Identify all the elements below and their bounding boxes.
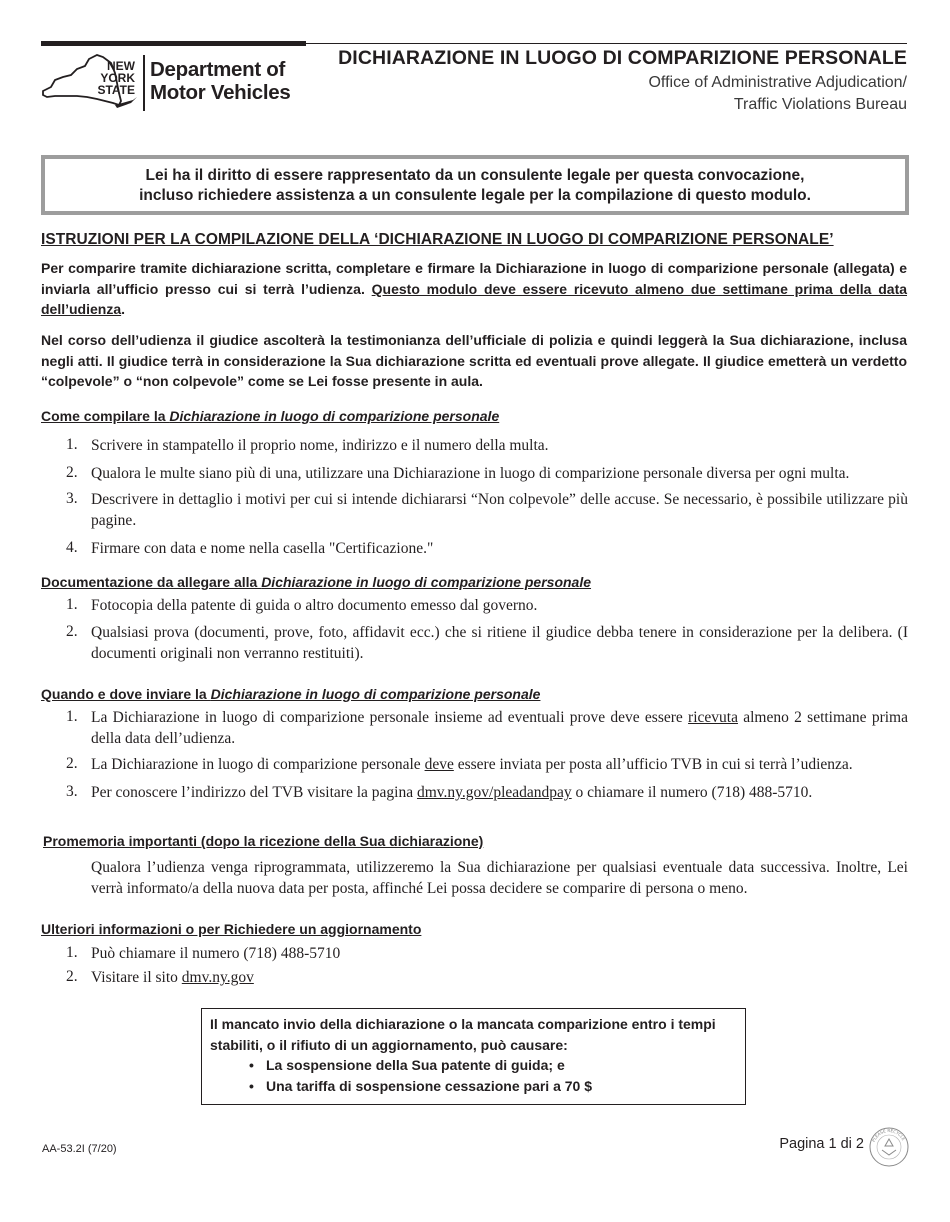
how-to-heading-prefix: Come compilare la: [41, 408, 170, 424]
warning-bullet-2: [249, 1076, 737, 1097]
plead-and-pay-link[interactable]: dmv.ny.gov/pleadandpay: [416, 784, 572, 801]
how-to-item-3: Descrivere in dettaglio i motivi per cui si intende dichiararsi “Non colpevole” delle accuse. Se necessario, è possibile utilizzare più pagine.: [91, 491, 908, 529]
how-to-item-2: Qualora le multe siano più di una, utilizzare una Dichiarazione in luogo di comparizione personale diversa per ogni multa.: [91, 465, 850, 482]
when-where-num-3: 3.: [66, 783, 78, 800]
when-where-heading-prefix: Quando e dove inviare la: [41, 686, 211, 702]
dept-line-1: Department of: [150, 58, 286, 81]
must-emphasis: deve: [424, 756, 454, 773]
documents-num-2: 2.: [66, 623, 78, 640]
more-info-num-2: 2.: [66, 968, 78, 985]
when-where-heading-italic: Dichiarazione in luogo di comparizione personale: [210, 686, 541, 702]
when-where-item-2: [91, 755, 908, 776]
consequences-warning-box: [201, 1008, 746, 1105]
intro-text: Per comparire tramite dichiarazione scritta, completare e firmare la Dichiarazione in luogo di comparizione personale (allegata) e inviarla all’ufficio presso cui si terrà l’udienza.: [41, 260, 907, 297]
state-line-york: YORK: [100, 71, 135, 85]
documents-heading-prefix: Documentazione da allegare alla: [41, 574, 262, 590]
intro-paragraph-1: [41, 258, 907, 320]
when-where-item-1-b: almeno 2 settimane prima della data dell’udienza.: [91, 709, 908, 747]
deadline-note: Questo modulo deve essere ricevuto almeno due settimane prima della data dell’udienza: [41, 280, 908, 317]
document-title: DICHIARAZIONE IN LUOGO DI COMPARIZIONE PERSONALE: [338, 47, 907, 69]
header-rule-thick: [41, 41, 306, 46]
bullet-icon: •: [249, 1077, 254, 1094]
how-to-num-2: 2.: [66, 464, 78, 481]
when-where-item-2-b: essere inviata per posta all’ufficio TVB in cui si terrà l’udienza.: [453, 756, 853, 773]
dept-line-2: Motor Vehicles: [150, 81, 291, 104]
recycle-text: PLEASE RECYCLE: [870, 1127, 907, 1143]
more-info-num-1: 1.: [66, 944, 78, 961]
dmv-logo: [41, 53, 301, 115]
state-line-state: STATE: [97, 83, 135, 97]
office-name: [300, 72, 907, 116]
documents-item-2: Qualsiasi prova (documenti, prove, foto, affidavit ecc.) che si ritiene il giudice debba tenere in considerazione per la delibera. (I documenti originali non verranno restituiti).: [91, 624, 908, 662]
state-wordmark: [93, 60, 135, 96]
legal-counsel-notice: [41, 155, 909, 215]
when-where-num-2: 2.: [66, 755, 78, 772]
how-to-heading-italic: Dichiarazione in luogo di comparizione personale: [169, 408, 500, 424]
documents-num-1: 1.: [66, 596, 78, 613]
office-line-1: Office of Administrative Adjudication/: [648, 74, 907, 91]
when-where-item-3: [91, 783, 908, 804]
recycle-seal: [868, 1126, 910, 1168]
when-where-heading: [41, 686, 540, 702]
when-where-item-3-a: Per conoscere l’indirizzo del TVB visitare la pagina: [91, 784, 417, 801]
intro-period: .: [121, 301, 126, 317]
recycle-icon: [868, 1126, 910, 1168]
how-to-num-3: 3.: [66, 490, 78, 507]
form-code: AA-53.2I (7/20): [42, 1143, 117, 1155]
when-where-item-3-b: o chiamare il numero (718) 488-5710.: [571, 784, 813, 801]
dept-wordmark: [150, 58, 290, 104]
intro-paragraph-2: Nel corso dell’udienza il giudice ascolterà la testimonianza dell’ufficiale di polizia e quindi leggerà la Sua dichiarazione, inclusa negli atti. Il giudice terrà in considerazione la Sua dichiarazione scritta ed eventuali prove allegate. Il giudice emetterà un verdetto “colpevole” o “non colpevole” come se Lei fosse presente in aula.: [41, 332, 907, 389]
more-info-heading: Ulteriori informazioni o per Richiedere un aggiornamento: [41, 921, 422, 937]
documents-item-1: Fotocopia della patente di guida o altro documento emesso dal governo.: [91, 597, 538, 614]
how-to-num-1: 1.: [66, 436, 78, 453]
more-info-item-2: [91, 968, 908, 989]
instructions-title: ISTRUZIONI PER LA COMPILAZIONE DELLA ‘DICHIARAZIONE IN LUOGO DI COMPARIZIONE PERSONALE’: [41, 231, 834, 248]
warning-bullet-1-text: La sospensione della Sua patente di guida; e: [266, 1057, 565, 1073]
dmv-website-link[interactable]: dmv.ny.gov: [181, 969, 254, 986]
header-rule-thin: [306, 43, 907, 44]
warning-bullet-1: [249, 1055, 737, 1076]
how-to-item-4: Firmare con data e nome nella casella "Certificazione.": [91, 540, 434, 557]
office-line-2: Traffic Violations Bureau: [733, 96, 907, 113]
bullet-icon: •: [249, 1057, 254, 1073]
more-info-item-2-prefix: Visitare il sito: [91, 969, 182, 986]
how-to-item-1: Scrivere in stampatello il proprio nome, indirizzo e il numero della multa.: [91, 437, 549, 454]
received-emphasis: ricevuta: [688, 709, 738, 726]
when-where-item-1-a: La Dichiarazione in luogo di comparizione personale insieme ad eventuali prove deve essere: [91, 709, 689, 726]
warning-list: [210, 1055, 737, 1096]
warning-intro: Il mancato invio della dichiarazione o la mancata comparizione entro i tempi stabiliti, o il rifiuto di un aggiornamento, può causare:: [210, 1016, 716, 1053]
how-to-num-4: 4.: [66, 539, 78, 556]
notice-line-2: incluso richiedere assistenza a un consulente legale per la compilazione di questo modulo.: [139, 187, 811, 204]
when-where-item-2-a: La Dichiarazione in luogo di comparizione personale: [91, 756, 425, 773]
state-line-new: NEW: [107, 59, 135, 73]
warning-bullet-2-text: Una tariffa di sospensione cessazione pari a 70 $: [266, 1077, 593, 1094]
page-number: Pagina 1 di 2: [779, 1136, 864, 1152]
documents-heading: [41, 574, 591, 590]
notice-line-1: Lei ha il diritto di essere rappresentato da un consulente legale per questa convocazione,: [145, 167, 805, 184]
reminders-heading: Promemoria importanti (dopo la ricezione della Sua dichiarazione): [43, 833, 484, 849]
documents-heading-italic: Dichiarazione in luogo di comparizione personale: [261, 574, 592, 590]
how-to-heading: [41, 408, 499, 424]
more-info-item-1: Può chiamare il numero (718) 488-5710: [91, 945, 341, 962]
when-where-item-1: [91, 708, 908, 749]
when-where-num-1: 1.: [66, 708, 78, 725]
reminders-text: Qualora l’udienza venga riprogrammata, utilizzeremo la Sua dichiarazione per qualsiasi eventuale data successiva. Inoltre, Lei verrà informato/a della nuova data per posta, affinché Lei possa decidere se comparire di persona o meno.: [91, 859, 908, 897]
